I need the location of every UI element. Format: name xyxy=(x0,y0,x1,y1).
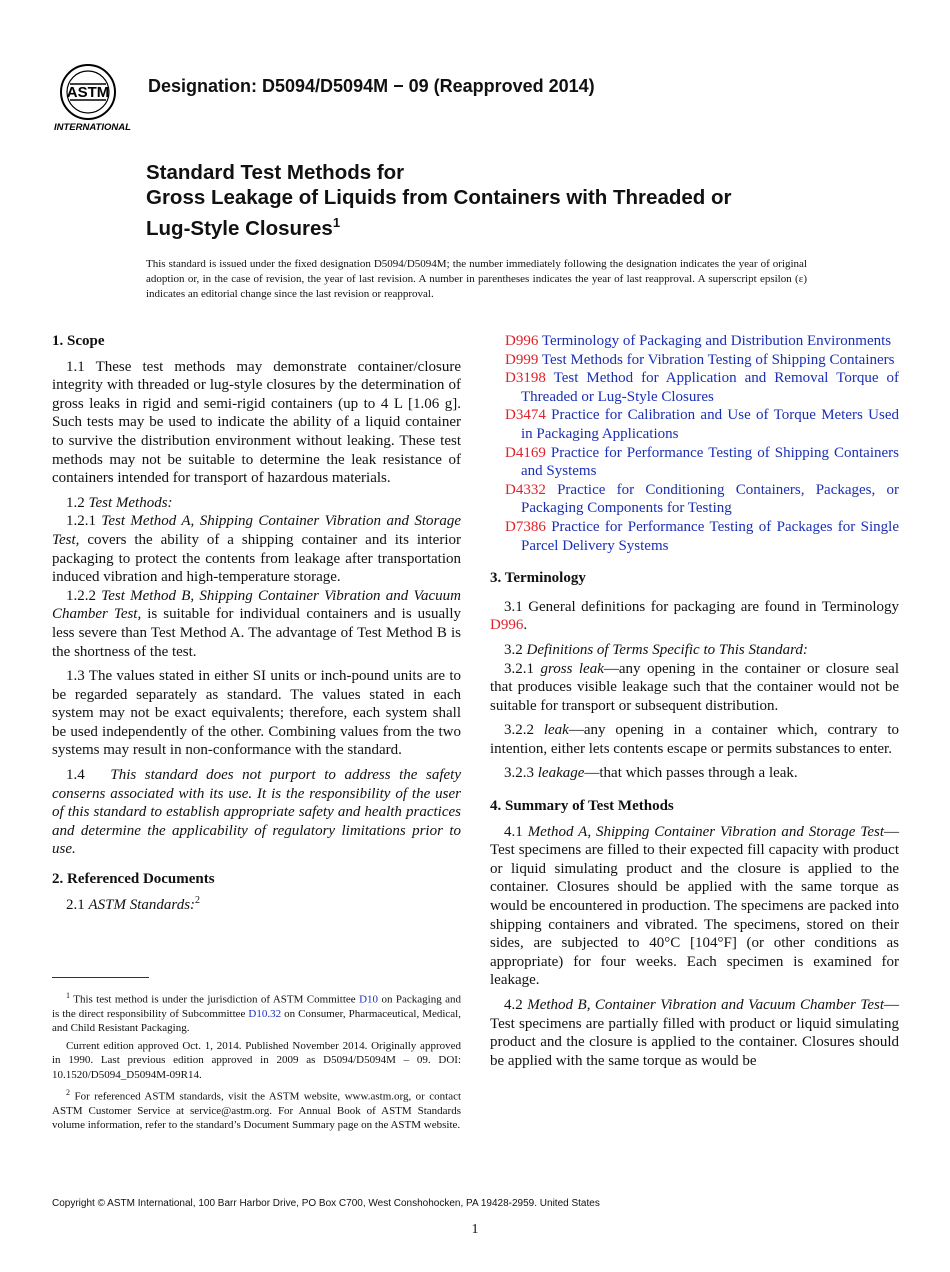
para-number: 4.2 xyxy=(504,997,523,1013)
para-italic: Test Method B, Shipping Container Vibration and Vacuum Chamber Test, xyxy=(52,587,461,623)
ref-title[interactable]: Test Methods for Vibration Testing of Shipping Containers xyxy=(541,351,895,368)
astm-logo xyxy=(52,62,136,134)
paragraph-4-1 xyxy=(490,823,899,990)
defined-term: leak xyxy=(543,722,569,739)
para-number: 4.1 xyxy=(504,823,523,840)
para-text: covers the ability of a shipping container and its interior packaging to protect the contents from leakage after transportation induced vibration and high-temperature storage. xyxy=(52,531,461,586)
footnote-2 xyxy=(52,1086,461,1132)
footnote-text: This test method is under the jurisdiction of ASTM Committee xyxy=(73,993,356,1006)
page-number: 1 xyxy=(471,1222,479,1237)
ref-code[interactable]: D999 xyxy=(505,351,539,368)
paragraph-1-2 xyxy=(52,494,461,513)
committee-link[interactable]: D10 xyxy=(359,993,379,1006)
logo-text: ASTM xyxy=(66,84,110,101)
paragraph-3-2-1 xyxy=(490,660,899,716)
para-italic: ASTM Standards: xyxy=(88,896,196,913)
para-number: 3.2.2 xyxy=(504,722,534,739)
footnote-1 xyxy=(52,989,461,1035)
paragraph-3-2 xyxy=(490,641,899,660)
paragraph-1-1: 1.1 These test methods may demonstrate container/closure integrity with threaded or lug-style closures by the determination of gross leaks in rigid and semi-rigid containers (up to 4 L [1.06 g]. Such tests may be used to indicate the ability of a liquid container to survive the distribution environment without leaking. These test methods may not be suitable to determine the leak resistance of containers intended for transport of hazardous materials. xyxy=(52,358,461,487)
defined-term: leakage xyxy=(537,765,585,782)
title-line-3-text: Lug-Style Closures xyxy=(146,216,333,240)
subcommittee-link[interactable]: D10.32 xyxy=(248,1007,282,1020)
footnotes xyxy=(52,989,461,1136)
right-column xyxy=(490,332,899,1076)
section-heading-terminology: 3. Terminology xyxy=(490,570,586,587)
para-number: 1.2.1 xyxy=(66,513,96,530)
para-number: 1.2 xyxy=(66,494,85,511)
ref-item[interactable] xyxy=(490,369,899,406)
para-italic: Test Methods: xyxy=(88,494,173,511)
title-line-3 xyxy=(146,210,866,241)
para-italic: Method A, Shipping Container Vibration and Storage Test xyxy=(527,823,885,840)
paragraph-2-1 xyxy=(52,892,461,915)
ref-title[interactable]: Practice for Conditioning Containers, Packages, or Packaging Components for Testing xyxy=(521,481,899,517)
para-text: —Test specimens are filled to their expected fill capacity with product or liquid simulating product and the closure is applied to the container. Closures should be applied with the same torque as would be encountered in production. The specimens are packed into shipping containers and vibrated. The specimens, stored on their sides, are subjected to 40°C [104°F] (or other conditions as appropriate) for four weeks. Each specimen is examined for leakage. xyxy=(490,823,900,989)
para-number: 3.2.1 xyxy=(504,660,534,677)
ref-title[interactable]: Practice for Performance Testing of Shipping Containers and Systems xyxy=(521,444,899,480)
ref-code[interactable]: D3198 xyxy=(505,370,546,387)
referenced-list xyxy=(490,332,899,555)
ref-code[interactable]: D3474 xyxy=(505,407,546,424)
paragraph-1-4 xyxy=(52,766,461,859)
ref-title[interactable]: Terminology of Packaging and Distribution Environments xyxy=(541,333,892,349)
footnote-text: For referenced ASTM standards, visit the ASTM website, www.astm.org, or contact ASTM Customer Service at service@astm.org. For Annual Book of ASTM Standards volume information, refer to the standard’s Document Summary page on the ASTM website. xyxy=(52,1090,462,1131)
para-italic: Test Method A, Shipping Container Vibration and Storage Test, xyxy=(52,513,462,548)
para-number: 1.4 xyxy=(66,767,85,784)
para-number: 2.1 xyxy=(66,896,85,913)
footnote-text: on Packaging and is the direct responsibility of Subcommittee xyxy=(52,993,462,1020)
para-italic: Method B, Container Vibration and Vacuum Chamber Test xyxy=(527,997,884,1013)
ref-item[interactable] xyxy=(490,518,899,555)
ref-code[interactable]: D4332 xyxy=(505,481,546,498)
footnote-mark: 1 xyxy=(66,991,70,1000)
paragraph-3-1: 3.1 General definitions for packaging are found in Terminology D996. xyxy=(490,598,899,634)
definition: —that which passes through a leak. xyxy=(584,765,798,782)
designation: Designation: D5094/D5094M − 09 (Reapproved 2014) xyxy=(148,76,595,96)
footnote-divider xyxy=(52,977,149,978)
ref-item[interactable] xyxy=(490,481,899,518)
para-text: —Test specimens are partially filled with product or liquid simulating product and the closure is applied to the container. Closures should be applied with the same torque as would be xyxy=(490,997,899,1069)
para-italic: This standard does not purport to address the safety conserns associated with its use. It is the responsibility of the user of this standard to establish appropriate safety and health practices and determine the applicability of regulatory limitations prior to use. xyxy=(52,767,461,858)
para-number: 1.2.2 xyxy=(66,587,96,604)
ref-item[interactable] xyxy=(490,406,899,443)
para-number: 3.2 xyxy=(504,641,523,658)
defined-term: gross leak xyxy=(540,660,604,677)
ref-code[interactable]: D996 xyxy=(505,333,539,349)
footnote-edition: Current edition approved Oct. 1, 2014. Published November 2014. Originally approved in 1990. Last previous edition approved in 2009 as D5094/D5094M – 09. DOI: 10.1520/D5094_D5094M-09R14. xyxy=(52,1040,461,1081)
footnote-mark: 2 xyxy=(66,1087,70,1097)
definition: —any opening in a container which, contrary to intention, either lets contents escape or permits substances to enter. xyxy=(490,722,899,757)
para-text: is suitable for individual containers and is usually less severe than Test Method A. The advantage of Test Method B is the shortness of the test. xyxy=(52,606,461,660)
ref-item[interactable] xyxy=(490,444,899,481)
terminology-ref-link[interactable]: D996 xyxy=(490,617,524,634)
title-footnote-mark: 1 xyxy=(332,215,341,230)
copyright-line: Copyright © ASTM International, 100 Barr Harbor Drive, PO Box C700, West Conshohocken, PA 19428-2959. United States xyxy=(52,1198,600,1209)
paragraph-3-2-2 xyxy=(490,721,899,758)
footnote-text: on Consumer, Pharmaceutical, Medical, and Child Resistant Packaging. xyxy=(52,1007,461,1035)
document-title xyxy=(146,160,866,241)
ref-title[interactable]: Practice for Performance Testing of Packages for Single Parcel Delivery Systems xyxy=(521,518,899,554)
para-text: 3.1 General definitions for packaging are found in Terminology xyxy=(504,598,899,615)
paragraph-4-2 xyxy=(490,996,899,1070)
title-line-2: Gross Leakage of Liquids from Containers with Threaded or xyxy=(146,186,732,209)
ref-title[interactable]: Test Method for Application and Removal Torque of Threaded or Lug-Style Closures xyxy=(521,370,899,405)
ref-item[interactable] xyxy=(490,351,899,370)
section-heading-summary: 4. Summary of Test Methods xyxy=(490,798,674,815)
paragraph-3-2-3 xyxy=(490,764,899,783)
issued-note: This standard is issued under the fixed designation D5094/D5094M; the number immediately following the designation indicates the year of original adoption or, in the case of revision, the year of last revision. A number in parentheses indicates the year of last reapproval. A superscript epsilon (ε) indicates an editorial change since the last revision or reapproval. xyxy=(146,258,807,300)
paragraph-1-3: 1.3 The values stated in either SI units or inch-pound units are to be regarded separately as standard. The values stated in each system may not be exact equivalents; therefore, each system shall be used independently of the other. Combining values from the two systems may result in non-conformance with the standard. xyxy=(52,668,461,759)
definition: —any opening in the container or closure seal that produces visible leakage such that the container would not be suitable for transport or subsequent distribution. xyxy=(490,660,899,714)
section-heading-scope: 1. Scope xyxy=(52,333,105,349)
paragraph-1-2-1 xyxy=(52,512,461,586)
footnote-mark: 2 xyxy=(195,894,201,906)
paragraph-1-2-2 xyxy=(52,587,461,661)
ref-code[interactable]: D4169 xyxy=(505,444,546,461)
para-number: 3.2.3 xyxy=(504,765,534,782)
logo-subtext: INTERNATIONAL xyxy=(54,122,131,133)
ref-item[interactable] xyxy=(490,332,899,351)
left-column xyxy=(52,332,461,920)
ref-code[interactable]: D7386 xyxy=(505,518,546,535)
para-italic: Definitions of Terms Specific to This Standard: xyxy=(526,641,808,658)
section-heading-referenced: 2. Referenced Documents xyxy=(52,871,215,888)
ref-title[interactable]: Practice for Calibration and Use of Torque Meters Used in Packaging Applications xyxy=(521,407,899,442)
title-line-1: Standard Test Methods for xyxy=(146,161,405,184)
